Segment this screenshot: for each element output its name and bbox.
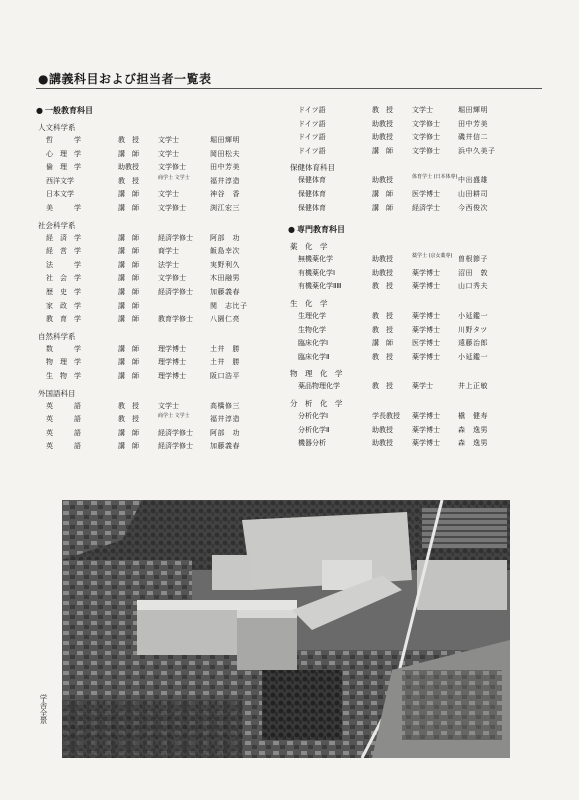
- subject-cell: 生理化学: [298, 311, 326, 320]
- subject-cell: 西洋文学: [46, 176, 74, 185]
- course-row: [36, 188, 288, 202]
- degree-cell: 経済学修士: [158, 428, 193, 437]
- subject-cell: 英 語: [46, 401, 81, 410]
- category-label: 外国語科目: [38, 388, 76, 398]
- subject-cell: 保健体育: [298, 189, 326, 198]
- general-groups: [36, 122, 288, 454]
- rank-cell: 助教授: [372, 133, 393, 142]
- course-row: [36, 134, 288, 148]
- degree-cell: 薬学士: [412, 382, 433, 391]
- course-row: [36, 413, 288, 427]
- degree-cell: 薬学博士: [412, 325, 440, 334]
- rank-cell: 助教授: [118, 163, 139, 172]
- subject-cell: 心 理 学: [46, 149, 81, 158]
- subject-cell: 臨床化学Ⅱ: [298, 352, 330, 361]
- course-row: [288, 310, 542, 324]
- instructor-cell: 小延鑑一: [458, 352, 488, 361]
- rank-cell: 講 師: [118, 233, 139, 242]
- course-row: [36, 343, 288, 357]
- rank-cell: 講 師: [118, 301, 139, 310]
- degree-cell: 文学修士: [412, 119, 440, 128]
- rank-cell: 講 師: [118, 358, 139, 367]
- rank-cell: 教 授: [118, 401, 139, 410]
- subject-cell: 生 物 学: [46, 371, 81, 380]
- rank-cell: 助教授: [372, 176, 393, 185]
- rank-cell: 講 師: [118, 344, 139, 353]
- course-row: [36, 232, 288, 246]
- instructor-cell: 飯島幸次: [210, 247, 240, 256]
- subject-cell: 臨床化学Ⅰ: [298, 339, 329, 348]
- degree-cell: 薬学博士: [412, 352, 440, 361]
- degree-cell: 体育学士 (日本体専): [412, 174, 458, 181]
- subject-cell: 生物化学: [298, 325, 326, 334]
- course-row: [36, 356, 288, 370]
- course-row: [36, 300, 288, 314]
- rank-cell: 教 授: [118, 415, 139, 424]
- rank-cell: 教 授: [372, 282, 393, 291]
- rank-cell: 教 授: [118, 136, 139, 144]
- course-row: [288, 437, 542, 451]
- instructor-cell: 田中芳美: [458, 119, 488, 128]
- rank-cell: 教 授: [372, 106, 393, 114]
- subject-cell: 家 政 学: [46, 301, 81, 310]
- degree-cell: 文学修士: [158, 203, 186, 212]
- degree-cell: 薬学博士: [412, 282, 440, 291]
- instructor-cell: 土井 勝: [210, 344, 240, 353]
- subject-cell: 英 語: [46, 415, 81, 424]
- rank-cell: 講 師: [118, 428, 139, 437]
- course-row: [288, 202, 542, 216]
- rank-cell: 助教授: [372, 119, 393, 128]
- rank-cell: 助教授: [372, 255, 393, 264]
- instructor-cell: 川野タツ: [458, 325, 488, 334]
- rank-cell: 教 授: [372, 352, 393, 361]
- course-row: [36, 245, 288, 259]
- degree-cell: 医学博士: [412, 339, 440, 348]
- rank-cell: 教 授: [372, 382, 393, 391]
- specialized-section-heading: [288, 223, 542, 237]
- degree-cell: 文学修士: [412, 146, 440, 155]
- subject-cell: ドイツ語: [298, 146, 326, 155]
- degree-cell: 経済学士: [412, 203, 440, 212]
- rank-cell: 講 師: [372, 339, 393, 348]
- degree-cell: 薬学博士: [412, 439, 440, 448]
- subject-cell: ドイツ語: [298, 133, 326, 142]
- rank-cell: 講 師: [118, 274, 139, 283]
- page-title: ●講義科目および担当者一覧表: [38, 72, 212, 86]
- course-row: [288, 380, 542, 394]
- instructor-cell: 堀田輝明: [458, 106, 488, 114]
- category-label: 分 析 化 学: [290, 398, 343, 408]
- instructor-cell: 遠藤治郎: [458, 339, 488, 348]
- course-row: [288, 280, 542, 294]
- instructor-cell: 浜中久美子: [458, 146, 496, 155]
- subject-cell: 美 学: [46, 203, 81, 212]
- general-section-heading: [36, 104, 288, 118]
- course-row: [288, 410, 542, 424]
- subject-cell: ドイツ語: [298, 106, 326, 114]
- bullet-icon: ●: [36, 106, 43, 115]
- degree-cell: 文学士: [158, 401, 179, 410]
- general-heading-text: 一般教育科目: [44, 106, 93, 115]
- degree-cell: 文学士: [158, 190, 179, 199]
- course-row: [36, 161, 288, 175]
- instructor-cell: 森 逸男: [458, 425, 488, 434]
- left-column: [36, 104, 288, 454]
- course-row: [288, 188, 542, 202]
- subject-cell: 経 営 学: [46, 247, 81, 256]
- degree-cell: 文学修士: [412, 133, 440, 142]
- degree-cell: 商学士: [158, 247, 179, 256]
- degree-cell: 文学修士: [158, 163, 186, 172]
- degree-cell: 商学士 文学士: [158, 413, 190, 420]
- campus-aerial-photo: [62, 500, 510, 758]
- instructor-cell: 山口秀夫: [458, 282, 488, 291]
- instructor-cell: 高橋修三: [210, 401, 240, 410]
- subject-cell: 薬品物理化学: [298, 382, 340, 391]
- degree-cell: 理学博士: [158, 371, 186, 380]
- subject-cell: 有機薬化学Ⅰ: [298, 268, 336, 277]
- degree-cell: 医学博士: [412, 189, 440, 198]
- instructor-cell: 福井淳造: [210, 415, 240, 424]
- bullet-icon: ●: [288, 225, 295, 235]
- degree-cell: 文学士: [158, 149, 179, 158]
- rank-cell: 助教授: [372, 439, 393, 448]
- rank-cell: 講 師: [118, 203, 139, 212]
- instructor-cell: 加藤義春: [210, 287, 240, 296]
- category-label: 薬 化 学: [290, 242, 328, 252]
- instructor-cell: 土井 勝: [210, 358, 240, 367]
- rank-cell: 学長教授: [372, 411, 400, 420]
- instructor-cell: 岡田松夫: [210, 149, 240, 158]
- course-row: [288, 424, 542, 438]
- instructor-cell: 阪口浩平: [210, 371, 240, 380]
- degree-cell: 薬学博士: [412, 268, 440, 277]
- degree-cell: 教育学修士: [158, 315, 193, 324]
- subject-cell: 無機薬化学: [298, 255, 333, 264]
- subject-cell: 倫 理 学: [46, 163, 81, 172]
- instructor-cell: 阿部 功: [210, 428, 240, 437]
- rank-cell: 教 授: [118, 176, 139, 185]
- subject-cell: 保健体育: [298, 176, 326, 185]
- course-row: [36, 148, 288, 162]
- subject-cell: 哲 学: [46, 136, 81, 144]
- course-row: [36, 286, 288, 300]
- instructor-cell: 山田耕司: [458, 189, 488, 198]
- rank-cell: 講 師: [118, 315, 139, 324]
- rank-cell: 講 師: [372, 146, 393, 155]
- rank-cell: 講 師: [118, 371, 139, 380]
- subject-cell: 保健体育: [298, 203, 326, 212]
- instructor-cell: 堀田輝明: [210, 136, 240, 144]
- course-row: [288, 104, 542, 118]
- category-label: 物 理 化 学: [290, 369, 343, 379]
- title-rule: [36, 88, 542, 89]
- instructor-cell: 渕江宏三: [210, 203, 240, 212]
- subject-cell: 有機薬化学ⅡⅢ: [298, 282, 342, 291]
- rank-cell: 講 師: [118, 287, 139, 296]
- course-row: [288, 118, 542, 132]
- course-row: [36, 400, 288, 414]
- instructor-cell: 加藤義春: [210, 442, 240, 451]
- degree-cell: 商学士 文学士: [158, 174, 190, 181]
- degree-cell: 薬学博士: [412, 425, 440, 434]
- subject-cell: 分析化学Ⅱ: [298, 425, 330, 434]
- health-category: 保健体育科目: [290, 163, 335, 173]
- course-row: [288, 267, 542, 281]
- degree-cell: 経済学修士: [158, 442, 193, 451]
- subject-cell: 英 語: [46, 428, 81, 437]
- course-row: [288, 174, 542, 188]
- degree-cell: 法学士: [158, 260, 179, 269]
- degree-cell: 文学士: [158, 136, 179, 144]
- instructor-cell: 曽根節子: [458, 255, 488, 264]
- subject-cell: 英 語: [46, 442, 81, 451]
- instructor-cell: 沼田 敦: [458, 268, 488, 277]
- degree-cell: 薬学博士: [412, 311, 440, 320]
- subject-cell: 機器分析: [298, 439, 326, 448]
- degree-cell: 理学博士: [158, 358, 186, 367]
- course-row: [36, 427, 288, 441]
- instructor-cell: 井上正敏: [458, 382, 488, 391]
- course-row: [36, 370, 288, 384]
- instructor-cell: 森 逸男: [458, 439, 488, 448]
- instructor-cell: 田中芳美: [210, 163, 240, 172]
- category-label: 生 化 学: [290, 298, 328, 308]
- course-row: [36, 272, 288, 286]
- course-row: [36, 175, 288, 189]
- subject-cell: 分析化学Ⅰ: [298, 411, 329, 420]
- subject-cell: 数 学: [46, 344, 81, 353]
- rank-cell: 講 師: [118, 190, 139, 199]
- instructor-cell: 八園仁亮: [210, 315, 240, 324]
- degree-cell: 薬学士 (京女薬専): [412, 253, 453, 260]
- rank-cell: 教 授: [372, 325, 393, 334]
- rank-cell: 講 師: [118, 442, 139, 451]
- subject-cell: 物 理 学: [46, 358, 81, 367]
- subject-cell: 教 育 学: [46, 315, 81, 324]
- instructor-cell: 阿部 功: [210, 233, 240, 242]
- instructor-cell: 実野利久: [210, 260, 240, 269]
- course-row: [288, 324, 542, 338]
- subject-cell: 社 会 学: [46, 274, 81, 283]
- german-rows: [288, 104, 542, 158]
- subject-cell: 日本文学: [46, 190, 74, 199]
- subject-cell: 法 学: [46, 260, 81, 269]
- course-row: [36, 202, 288, 216]
- course-row: [288, 337, 542, 351]
- instructor-cell: 福井淳造: [210, 176, 240, 185]
- instructor-cell: 木田融男: [210, 274, 240, 283]
- degree-cell: 文学士: [412, 106, 433, 114]
- category-label: 人文科学系: [38, 123, 76, 132]
- photo-caption: 学舎全景: [39, 694, 48, 724]
- subject-cell: 歴 史 学: [46, 287, 81, 296]
- instructor-cell: 磯井信二: [458, 133, 488, 142]
- course-row: [288, 253, 542, 267]
- rank-cell: 助教授: [372, 425, 393, 434]
- health-rows: [288, 174, 542, 215]
- category-label: 自然科学系: [38, 331, 76, 341]
- degree-cell: 文学修士: [158, 274, 186, 283]
- course-row: [36, 313, 288, 327]
- instructor-cell: 神谷 香: [210, 190, 240, 199]
- degree-cell: 理学博士: [158, 344, 186, 353]
- subject-cell: ドイツ語: [298, 119, 326, 128]
- degree-cell: 経済学修士: [158, 287, 193, 296]
- course-row: [36, 259, 288, 273]
- specialized-heading-text: 専門教育科目: [296, 225, 345, 235]
- instructor-cell: 関 志比子: [210, 301, 248, 310]
- instructor-cell: 小延鑑一: [458, 311, 488, 320]
- rank-cell: 講 師: [372, 189, 393, 198]
- rank-cell: 講 師: [118, 247, 139, 256]
- rank-cell: 助教授: [372, 268, 393, 277]
- course-row: [288, 351, 542, 365]
- degree-cell: 薬学博士: [412, 411, 440, 420]
- course-row: [288, 145, 542, 159]
- instructor-cell: 今西俊次: [458, 203, 488, 212]
- rank-cell: 講 師: [118, 260, 139, 269]
- course-row: [36, 440, 288, 454]
- specialized-groups: [288, 241, 542, 451]
- rank-cell: 講 師: [118, 149, 139, 158]
- degree-cell: 経済学修士: [158, 233, 193, 242]
- rank-cell: 講 師: [372, 203, 393, 212]
- course-row: [288, 131, 542, 145]
- instructor-cell: 中出盛雄: [458, 176, 488, 185]
- rank-cell: 教 授: [372, 311, 393, 320]
- category-label: 社会科学系: [38, 220, 76, 230]
- instructor-cell: 槇 健寿: [458, 411, 488, 420]
- subject-cell: 経 済 学: [46, 233, 81, 242]
- right-column: [288, 104, 542, 451]
